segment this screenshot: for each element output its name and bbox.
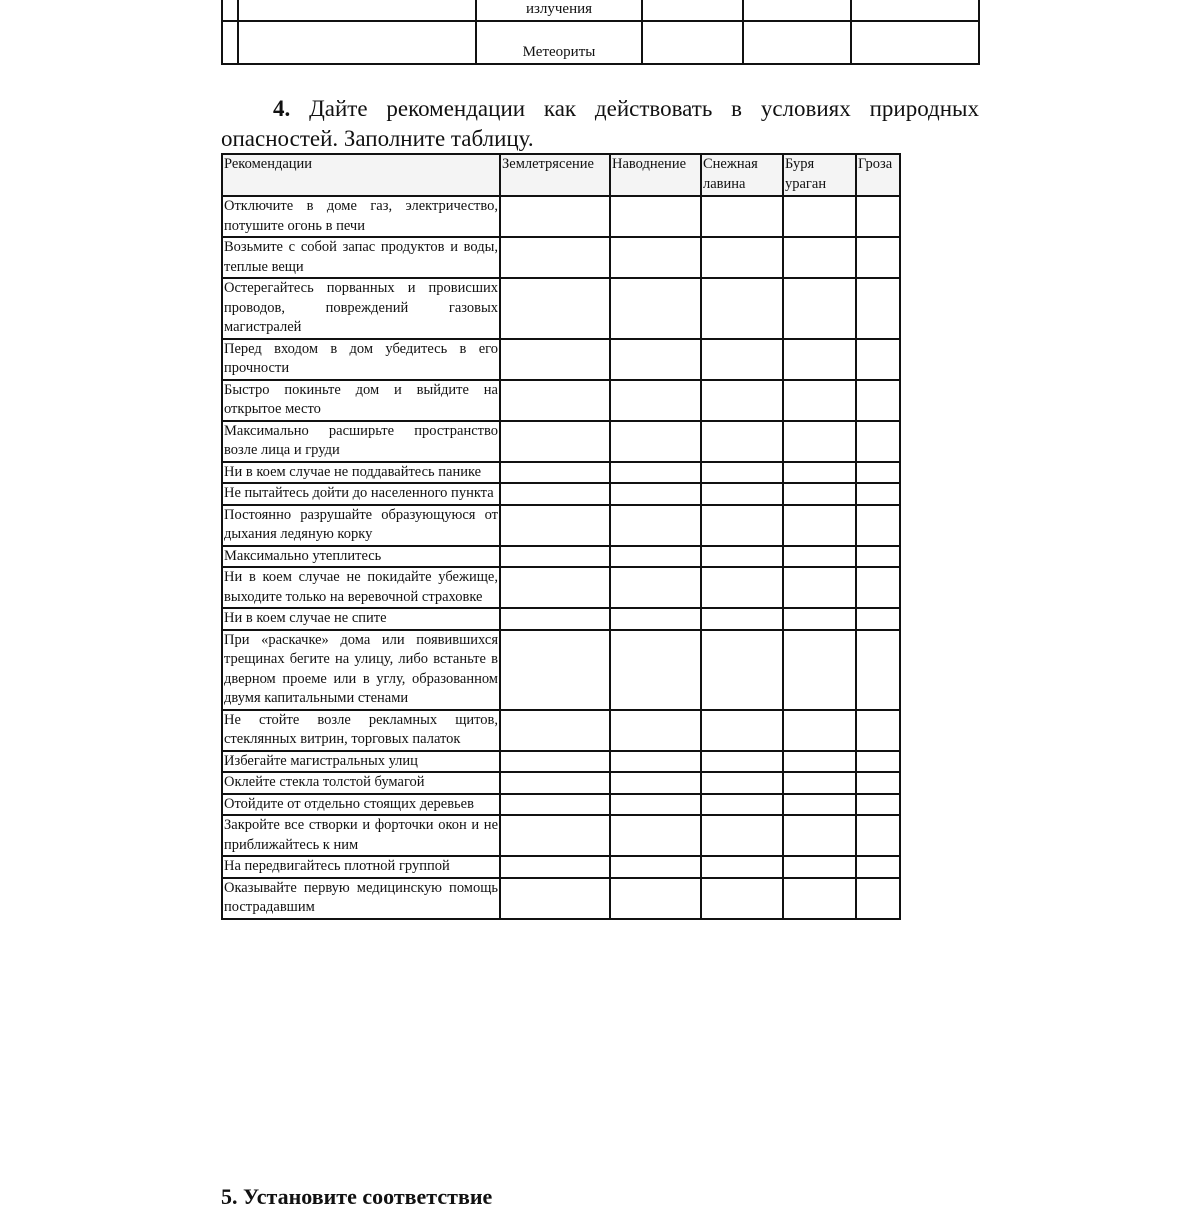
earthquake-cell[interactable] [500, 505, 610, 546]
flood-cell[interactable] [610, 380, 701, 421]
storm-cell[interactable] [783, 278, 856, 339]
flood-cell[interactable] [610, 462, 701, 484]
storm-cell[interactable] [783, 630, 856, 710]
avalanche-cell[interactable] [701, 546, 783, 568]
table-cell [743, 0, 851, 21]
header-storm: Буря ураган [783, 154, 856, 196]
table-row [222, 856, 900, 878]
earthquake-cell[interactable] [500, 878, 610, 919]
table-row [222, 196, 900, 237]
storm-cell[interactable] [783, 608, 856, 630]
previous-table-fragment [221, 0, 980, 65]
storm-cell[interactable] [783, 878, 856, 919]
table-cell [851, 21, 979, 64]
thunderstorm-cell[interactable] [856, 505, 900, 546]
flood-cell[interactable] [610, 630, 701, 710]
table-cell [238, 21, 476, 64]
table-cell [238, 0, 476, 21]
recommendation-cell: Оказывайте первую медицинскую помощь пострадавшим [222, 878, 500, 919]
flood-cell[interactable] [610, 710, 701, 751]
flood-cell[interactable] [610, 483, 701, 505]
thunderstorm-cell[interactable] [856, 794, 900, 816]
table-row [222, 421, 900, 462]
avalanche-cell[interactable] [701, 878, 783, 919]
thunderstorm-cell[interactable] [856, 630, 900, 710]
storm-cell[interactable] [783, 751, 856, 773]
table-row [222, 21, 979, 64]
thunderstorm-cell[interactable] [856, 462, 900, 484]
table-cell: Метеориты [476, 21, 642, 64]
task-text: Дайте рекомендации как действовать в условиях природных опасностей. Заполните таблицу. [221, 96, 979, 151]
table-row [222, 339, 900, 380]
avalanche-cell[interactable] [701, 794, 783, 816]
flood-cell[interactable] [610, 505, 701, 546]
avalanche-cell[interactable] [701, 237, 783, 278]
earthquake-cell[interactable] [500, 772, 610, 794]
flood-cell[interactable] [610, 567, 701, 608]
thunderstorm-cell[interactable] [856, 421, 900, 462]
flood-cell[interactable] [610, 196, 701, 237]
table-row [222, 380, 900, 421]
flood-cell[interactable] [610, 815, 701, 856]
storm-cell[interactable] [783, 462, 856, 484]
table-row [222, 462, 900, 484]
header-avalanche: Снежная лавина [701, 154, 783, 196]
recommendation-cell: Максимально утеплитесь [222, 546, 500, 568]
thunderstorm-cell[interactable] [856, 856, 900, 878]
table-cell [222, 21, 238, 64]
avalanche-cell[interactable] [701, 462, 783, 484]
recommendation-cell: Ни в коем случае не спите [222, 608, 500, 630]
storm-cell[interactable] [783, 196, 856, 237]
storm-cell[interactable] [783, 815, 856, 856]
earthquake-cell[interactable] [500, 196, 610, 237]
table-row [222, 608, 900, 630]
table-cell [642, 21, 743, 64]
earthquake-cell[interactable] [500, 237, 610, 278]
recommendation-cell: Возьмите с собой запас продуктов и воды, теплые вещи [222, 237, 500, 278]
avalanche-cell[interactable] [701, 483, 783, 505]
recommendation-cell: Не пытайтесь дойти до населенного пункта [222, 483, 500, 505]
earthquake-cell[interactable] [500, 278, 610, 339]
table-cell [642, 0, 743, 21]
earthquake-cell[interactable] [500, 462, 610, 484]
earthquake-cell[interactable] [500, 794, 610, 816]
storm-cell[interactable] [783, 483, 856, 505]
header-thunderstorm: Гроза [856, 154, 900, 196]
recommendation-cell: Избегайте магистральных улиц [222, 751, 500, 773]
thunderstorm-cell[interactable] [856, 772, 900, 794]
flood-cell[interactable] [610, 856, 701, 878]
earthquake-cell[interactable] [500, 815, 610, 856]
earthquake-cell[interactable] [500, 630, 610, 710]
storm-cell[interactable] [783, 339, 856, 380]
earthquake-cell[interactable] [500, 421, 610, 462]
recommendation-cell: Не стойте возле рекламных щитов, стеклянных витрин, торговых палаток [222, 710, 500, 751]
avalanche-cell[interactable] [701, 567, 783, 608]
thunderstorm-cell[interactable] [856, 483, 900, 505]
flood-cell[interactable] [610, 794, 701, 816]
recommendation-cell: Перед входом в дом убедитесь в его прочности [222, 339, 500, 380]
storm-cell[interactable] [783, 856, 856, 878]
table-cell [743, 21, 851, 64]
thunderstorm-cell[interactable] [856, 278, 900, 339]
flood-cell[interactable] [610, 608, 701, 630]
avalanche-cell[interactable] [701, 815, 783, 856]
flood-cell[interactable] [610, 339, 701, 380]
table-row [222, 237, 900, 278]
storm-cell[interactable] [783, 772, 856, 794]
table-header-row [222, 154, 900, 196]
avalanche-cell[interactable] [701, 856, 783, 878]
recommendation-cell: Отключите в доме газ, электричество, потушите огонь в печи [222, 196, 500, 237]
table-row [222, 567, 900, 608]
avalanche-cell[interactable] [701, 710, 783, 751]
table-row [222, 710, 900, 751]
avalanche-cell[interactable] [701, 505, 783, 546]
thunderstorm-cell[interactable] [856, 878, 900, 919]
earthquake-cell[interactable] [500, 483, 610, 505]
recommendation-cell: Максимально расширьте пространство возле лица и груди [222, 421, 500, 462]
table-row [222, 505, 900, 546]
storm-cell[interactable] [783, 546, 856, 568]
storm-cell[interactable] [783, 421, 856, 462]
recommendation-cell: Ни в коем случае не поддавайтесь панике [222, 462, 500, 484]
table-cell: излучения [476, 0, 642, 21]
recommendation-cell: Быстро покиньте дом и выйдите на открытое место [222, 380, 500, 421]
header-flood: Наводнение [610, 154, 701, 196]
recommendation-cell: При «раскачке» дома или появившихся трещинах бегите на улицу, либо встаньте в дверном проеме или в углу, образованном двумя капитальными стенами [222, 630, 500, 710]
table-row [222, 546, 900, 568]
table-row [222, 483, 900, 505]
storm-cell[interactable] [783, 380, 856, 421]
avalanche-cell[interactable] [701, 608, 783, 630]
thunderstorm-cell[interactable] [856, 339, 900, 380]
table-row [222, 815, 900, 856]
storm-cell[interactable] [783, 710, 856, 751]
thunderstorm-cell[interactable] [856, 196, 900, 237]
thunderstorm-cell[interactable] [856, 710, 900, 751]
task-number: 4. [273, 96, 291, 121]
flood-cell[interactable] [610, 278, 701, 339]
earthquake-cell[interactable] [500, 567, 610, 608]
avalanche-cell[interactable] [701, 380, 783, 421]
recommendation-cell: Закройте все створки и форточки окон и не приближайтесь к ним [222, 815, 500, 856]
avalanche-cell[interactable] [701, 751, 783, 773]
flood-cell[interactable] [610, 546, 701, 568]
table-body [222, 196, 900, 919]
recommendation-cell: Оклейте стекла толстой бумагой [222, 772, 500, 794]
flood-cell[interactable] [610, 751, 701, 773]
thunderstorm-cell[interactable] [856, 608, 900, 630]
recommendation-cell: Отойдите от отдельно стоящих деревьев [222, 794, 500, 816]
recommendations-table [221, 153, 901, 920]
earthquake-cell[interactable] [500, 608, 610, 630]
thunderstorm-cell[interactable] [856, 815, 900, 856]
table-cell [222, 0, 238, 21]
table-row [222, 630, 900, 710]
header-recommendations: Рекомендации [222, 154, 500, 196]
recommendation-cell: Ни в коем случае не покидайте убежище, выходите только на веревочной страховке [222, 567, 500, 608]
storm-cell[interactable] [783, 794, 856, 816]
table-row [222, 278, 900, 339]
earthquake-cell[interactable] [500, 751, 610, 773]
table-row [222, 772, 900, 794]
thunderstorm-cell[interactable] [856, 546, 900, 568]
earthquake-cell[interactable] [500, 339, 610, 380]
storm-cell[interactable] [783, 505, 856, 546]
avalanche-cell[interactable] [701, 421, 783, 462]
earthquake-cell[interactable] [500, 710, 610, 751]
thunderstorm-cell[interactable] [856, 237, 900, 278]
table-row [222, 0, 979, 21]
flood-cell[interactable] [610, 878, 701, 919]
avalanche-cell[interactable] [701, 196, 783, 237]
earthquake-cell[interactable] [500, 380, 610, 421]
recommendation-cell: Остерегайтесь порванных и провисших проводов, повреждений газовых магистралей [222, 278, 500, 339]
thunderstorm-cell[interactable] [856, 380, 900, 421]
avalanche-cell[interactable] [701, 630, 783, 710]
flood-cell[interactable] [610, 237, 701, 278]
avalanche-cell[interactable] [701, 339, 783, 380]
recommendation-cell: На передвигайтесь плотной группой [222, 856, 500, 878]
thunderstorm-cell[interactable] [856, 567, 900, 608]
earthquake-cell[interactable] [500, 546, 610, 568]
task-4-heading [221, 94, 979, 154]
table-row [222, 794, 900, 816]
storm-cell[interactable] [783, 237, 856, 278]
thunderstorm-cell[interactable] [856, 751, 900, 773]
avalanche-cell[interactable] [701, 772, 783, 794]
earthquake-cell[interactable] [500, 856, 610, 878]
table-cell [851, 0, 979, 21]
flood-cell[interactable] [610, 772, 701, 794]
task-5-heading: 5. Установите соответствие [221, 1184, 493, 1209]
recommendation-cell: Постоянно разрушайте образующуюся от дыхания ледяную корку [222, 505, 500, 546]
flood-cell[interactable] [610, 421, 701, 462]
avalanche-cell[interactable] [701, 278, 783, 339]
table-row [222, 878, 900, 919]
storm-cell[interactable] [783, 567, 856, 608]
table-row [222, 751, 900, 773]
header-earthquake: Землетрясение [500, 154, 610, 196]
